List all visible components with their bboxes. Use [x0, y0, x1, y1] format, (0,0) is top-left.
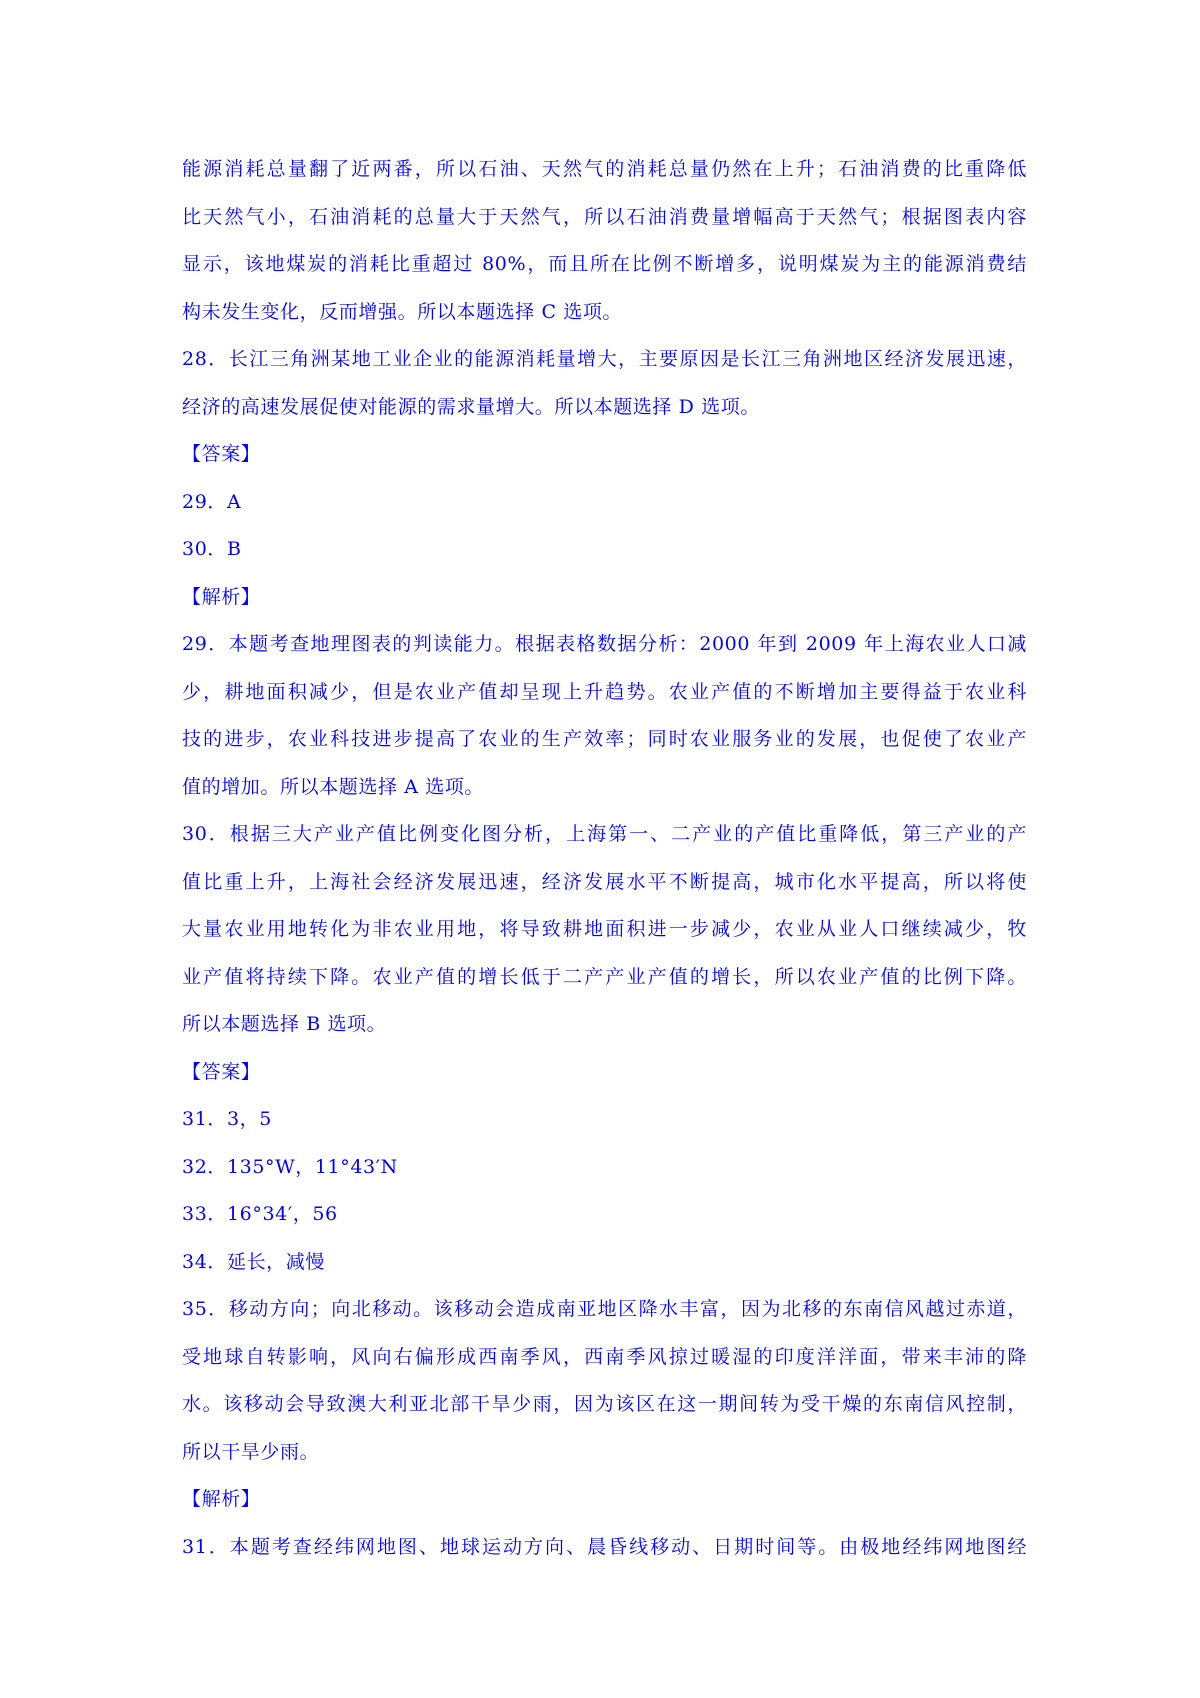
text-line: 显示，该地煤炭的消耗比重超过 80%，而且所在比例不断增多，说明煤炭为主的能源消费结 [182, 253, 1027, 275]
text-line: 所以干旱少雨。 [182, 1440, 320, 1463]
answer-item: 34．延长，减慢 [182, 1250, 325, 1273]
text-line: 受地球自转影响，风向右偏形成西南季风，西南季风掠过暖湿的印度洋洋面，带来丰沛的降 [182, 1345, 1027, 1368]
text-line: 28．长江三角洲某地工业企业的能源消耗量增大，主要原因是长江三角洲地区经济发展迅速， [182, 348, 1027, 370]
answer-item: 30．B [182, 538, 242, 560]
text-line: 所以本题选择 B 选项。 [182, 1013, 387, 1035]
text-line: 少，耕地面积减少，但是农业产值却呈现上升趋势。农业产值的不断增加主要得益于农业科 [182, 680, 1027, 703]
text-line: 30．根据三大产业产值比例变化图分析，上海第一、二产业的产值比重降低，第三产业的产 [182, 823, 1027, 845]
answer-item: 31．3，5 [182, 1108, 272, 1130]
section-heading-answer: 【答案】 [182, 1060, 261, 1083]
text-line: 值的增加。所以本题选择 A 选项。 [182, 775, 485, 798]
answer-item: 33．16°34′，56 [182, 1203, 338, 1225]
section-heading-analysis: 【解析】 [182, 585, 261, 608]
text-line: 业产值将持续下降。农业产值的增长低于二产产业产值的增长，所以农业产值的比例下降。 [182, 965, 1027, 988]
text-line: 大量农业用地转化为非农业用地，将导致耕地面积进一步减少，农业从业人口继续减少，牧 [182, 918, 1027, 940]
text-line: 31．本题考查经纬网地图、地球运动方向、晨昏线移动、日期时间等。由极地经纬网地图经 [182, 1535, 1027, 1558]
answer-item: 29．A [182, 490, 242, 513]
text-line: 水。该移动会导致澳大利亚北部干旱少雨，因为该区在这一期间转为受干燥的东南信风控制， [182, 1393, 1027, 1415]
section-heading-answer: 【答案】 [182, 443, 261, 465]
section-heading-analysis: 【解析】 [182, 1488, 261, 1510]
text-line: 29．本题考查地理图表的判读能力。根据表格数据分析：2000 年到 2009 年上海农业人口减 [182, 633, 1027, 655]
text-line: 经济的高速发展促使对能源的需求量增大。所以本题选择 D 选项。 [182, 395, 760, 418]
text-line: 能源消耗总量翻了近两番，所以石油、天然气的消耗总量仍然在上升；石油消费的比重降低 [182, 158, 1027, 180]
text-line: 技的进步，农业科技进步提高了农业的生产效率；同时农业服务业的发展，也促使了农业产 [182, 728, 1027, 750]
text-line: 值比重上升，上海社会经济发展迅速，经济发展水平不断提高，城市化水平提高，所以将使 [182, 870, 1027, 893]
text-line: 构未发生变化，反而增强。所以本题选择 C 选项。 [182, 300, 623, 323]
text-line: 比天然气小，石油消耗的总量大于天然气，所以石油消费量增幅高于天然气；根据图表内容 [182, 205, 1027, 228]
text-line: 35．移动方向；向北移动。该移动会造成南亚地区降水丰富，因为北移的东南信风越过赤道， [182, 1298, 1027, 1320]
document-body [182, 146, 1027, 1571]
answer-item: 32．135°W，11°43′N [182, 1155, 398, 1178]
